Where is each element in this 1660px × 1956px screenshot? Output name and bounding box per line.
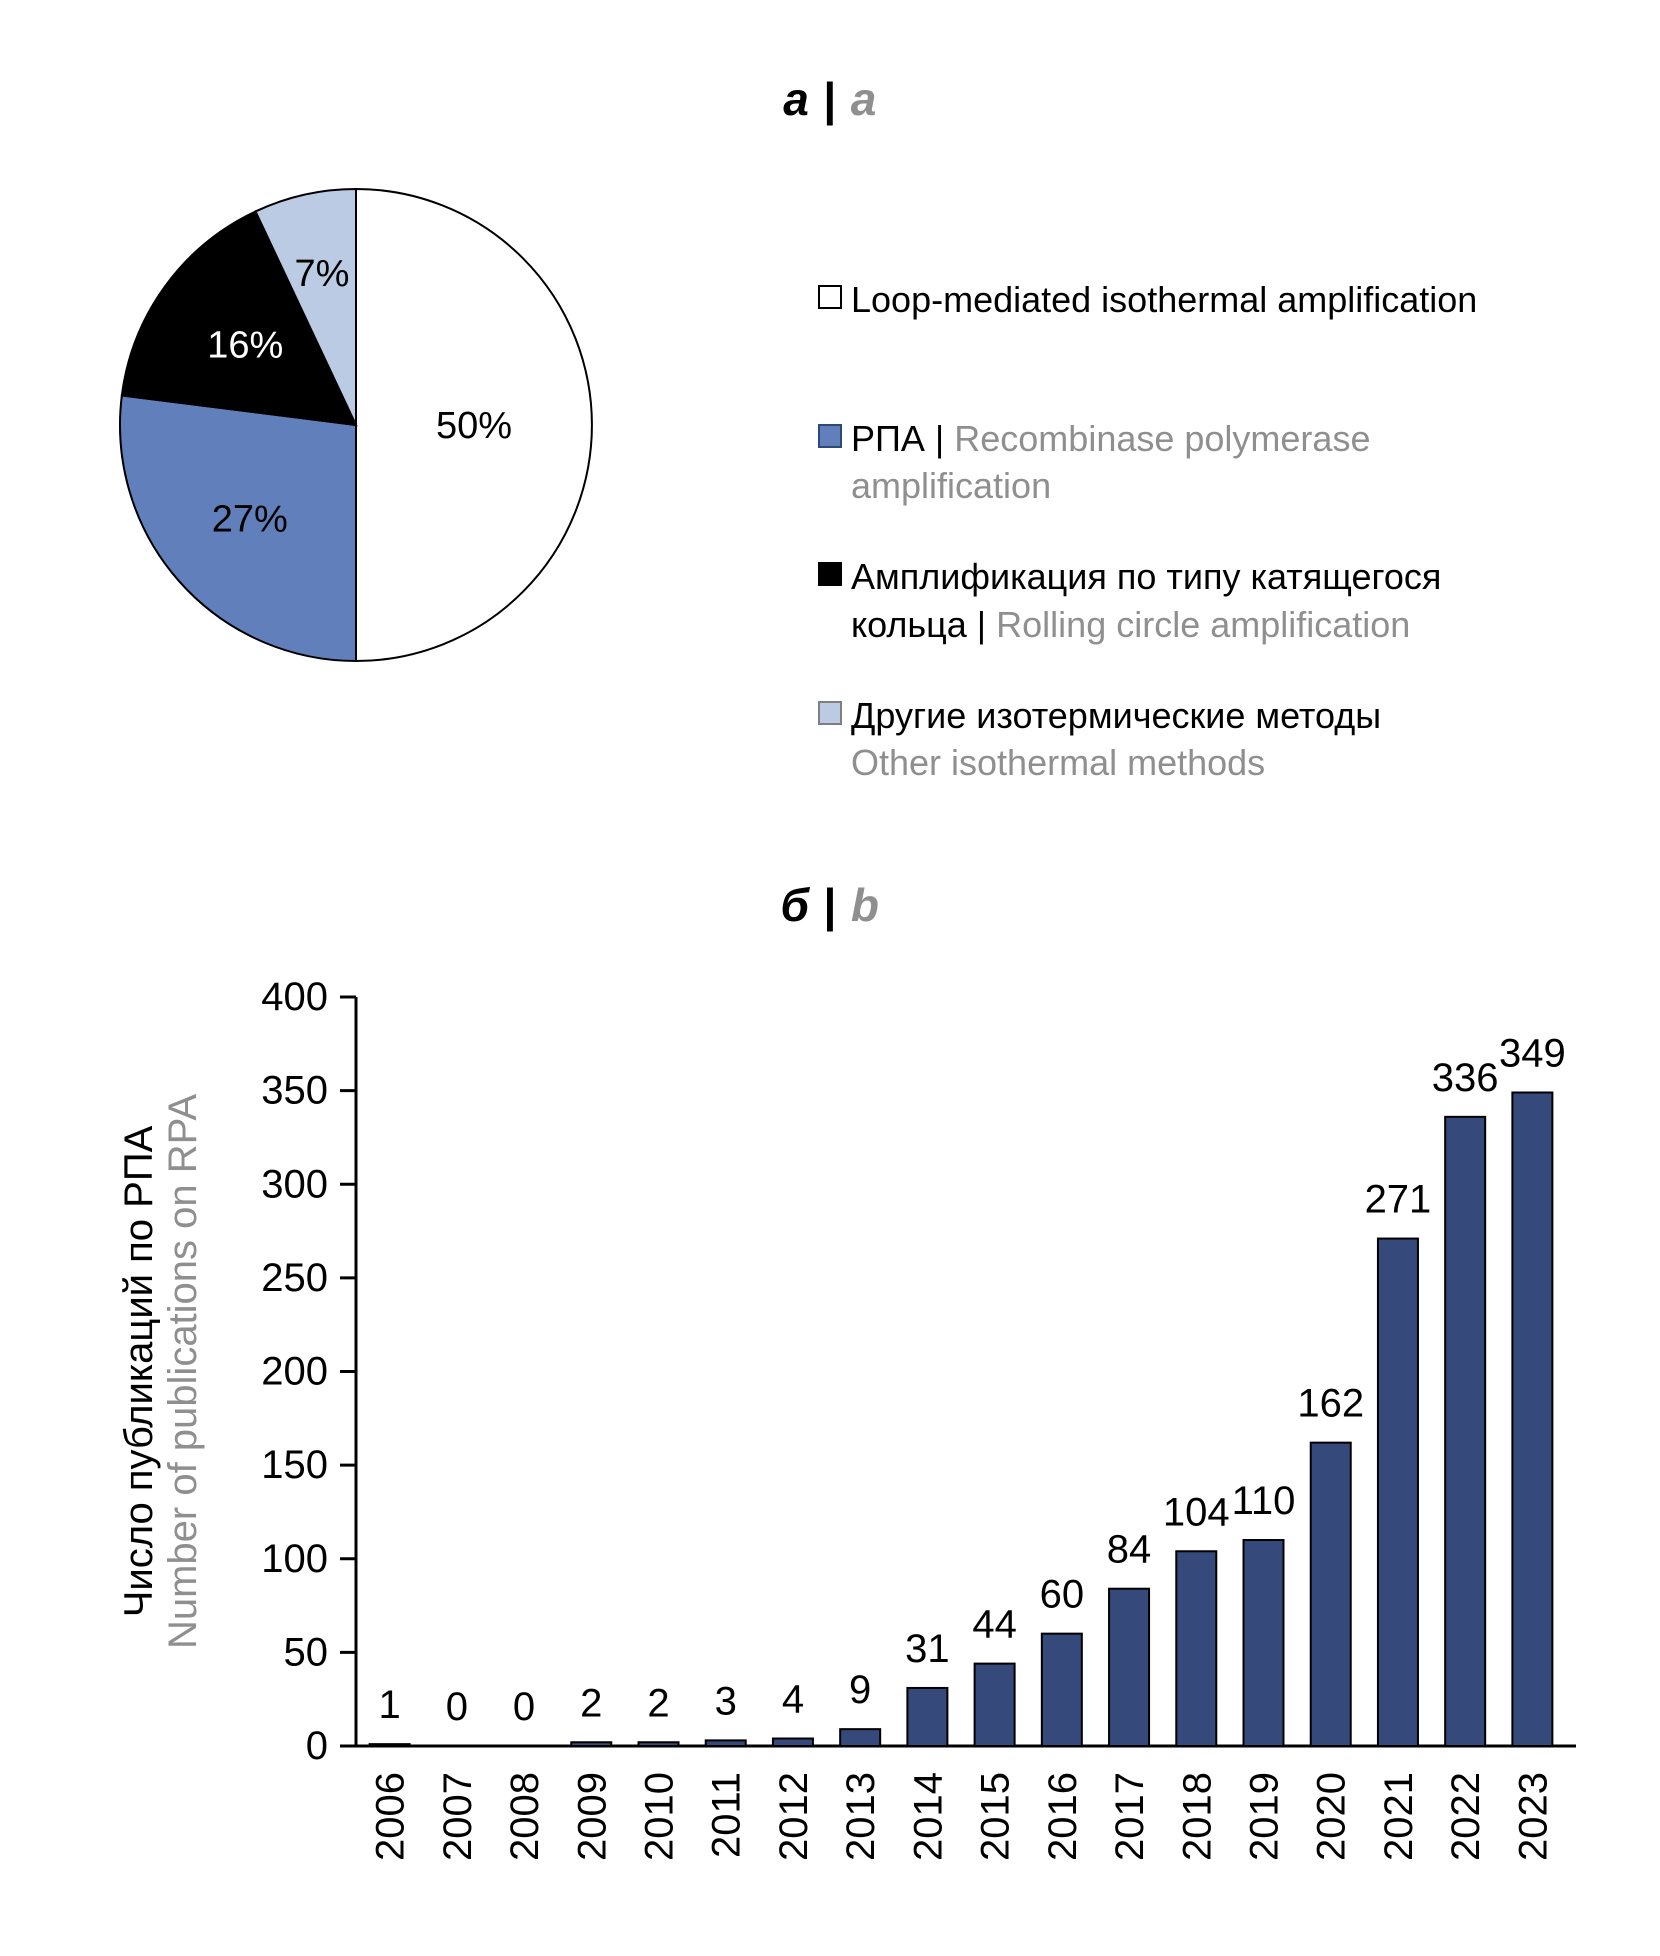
bar-2022 [1445, 1117, 1485, 1746]
legend-item [818, 276, 1608, 323]
y-tick-label: 50 [283, 1630, 328, 1675]
pie-slice-label: 50% [435, 405, 513, 447]
legend-marker-swatch [818, 424, 842, 448]
legend-item [818, 692, 1608, 786]
bar-value-label: 104 [1162, 1490, 1230, 1535]
legend-item-label [851, 692, 1381, 786]
bar-value-label: 2 [580, 1681, 603, 1726]
y-axis-title-ru: Число публикаций по РПА [117, 1125, 161, 1618]
bar-chart [0, 950, 1660, 1956]
pie-slice-label: 16% [207, 324, 284, 367]
bar-2023 [1512, 1092, 1552, 1746]
y-axis-title-en: Number of publications on RPA [161, 1093, 205, 1650]
bar-2017 [1109, 1589, 1149, 1746]
bar-value-label: 4 [781, 1677, 805, 1722]
x-tick-label: 2015 [973, 1772, 1018, 1861]
x-tick-label: 2012 [771, 1772, 816, 1861]
legend-text-ru: Другие изотермические методы [851, 694, 1382, 736]
bar-2018 [1176, 1551, 1216, 1746]
x-tick-label: 2008 [503, 1772, 548, 1861]
legend-text-en: amplification [851, 465, 1052, 507]
bar-value-label: 9 [849, 1668, 872, 1713]
y-tick-label: 0 [305, 1724, 328, 1768]
x-tick-label: 2017 [1108, 1772, 1153, 1861]
legend-marker-swatch [818, 562, 842, 586]
x-tick-label: 2020 [1309, 1772, 1354, 1861]
bar-value-label: 0 [512, 1685, 536, 1729]
x-tick-label: 2021 [1376, 1772, 1421, 1861]
pie-legend [818, 276, 1608, 830]
legend-text-ru: кольца | [851, 603, 997, 645]
bar-2016 [1042, 1634, 1082, 1746]
x-tick-label: 2007 [435, 1772, 480, 1861]
legend-text-ru: Амплификация по типу катящегося [851, 556, 1442, 598]
legend-text-en: Recombinase polymerase [954, 418, 1371, 460]
bar-value-label: 162 [1297, 1381, 1365, 1426]
y-tick-label: 250 [261, 1255, 328, 1300]
panel-a-label-ru: а [783, 73, 810, 125]
legend-item [818, 553, 1608, 647]
bar-2012 [773, 1739, 813, 1746]
bar-value-label: 44 [972, 1602, 1017, 1647]
x-tick-label: 2009 [570, 1772, 615, 1861]
y-tick-label: 200 [261, 1349, 328, 1394]
x-tick-label: 2010 [637, 1772, 682, 1861]
panel-b-title [0, 878, 1660, 932]
panel-a-separator: | [823, 73, 837, 125]
bar-value-label: 271 [1364, 1177, 1432, 1222]
x-tick-label: 2019 [1242, 1772, 1287, 1861]
x-tick-label: 2022 [1444, 1772, 1489, 1861]
legend-item-label [851, 276, 1477, 323]
bar-value-label: 2 [647, 1681, 670, 1726]
bar-2010 [639, 1742, 679, 1746]
pie-chart [98, 167, 618, 687]
x-tick-label: 2006 [368, 1772, 413, 1861]
legend-text-ru: РПА | [851, 418, 955, 460]
pie-slice-label: 27% [211, 498, 288, 541]
legend-text-ru: Loop-mediated isothermal amplification [851, 279, 1478, 320]
x-tick-label: 2016 [1040, 1772, 1085, 1861]
y-tick-label: 300 [261, 1162, 328, 1207]
legend-marker-swatch [818, 701, 842, 725]
bar-value-label: 336 [1431, 1055, 1499, 1100]
legend-text-en: Rolling circle amplification [996, 603, 1411, 645]
y-tick-label: 100 [261, 1536, 328, 1581]
bar-value-label: 0 [445, 1685, 468, 1729]
x-tick-label: 2014 [906, 1772, 951, 1861]
panel-a-label-en: a [850, 73, 877, 125]
y-tick-label: 150 [261, 1443, 328, 1488]
bar-2021 [1378, 1239, 1418, 1746]
pie-slice-label: 7% [294, 253, 350, 295]
bar-2009 [571, 1742, 611, 1746]
legend-marker-swatch [818, 285, 842, 309]
bar-value-label: 1 [378, 1683, 401, 1728]
bar-2019 [1244, 1540, 1284, 1746]
bar-value-label: 84 [1106, 1527, 1152, 1572]
bar-2011 [706, 1740, 746, 1746]
legend-item-label [851, 415, 1370, 509]
x-tick-label: 2013 [839, 1772, 884, 1861]
panel-b-separator: | [823, 879, 837, 931]
legend-text-en: Other isothermal methods [851, 741, 1266, 783]
bar-value-label: 3 [714, 1679, 737, 1724]
panel-a-title [0, 72, 1660, 126]
x-tick-label: 2011 [704, 1772, 749, 1859]
x-tick-label: 2023 [1511, 1772, 1556, 1861]
bar-2014 [907, 1688, 947, 1746]
legend-item [818, 415, 1608, 509]
y-tick-label: 400 [261, 975, 328, 1019]
bar-value-label: 110 [1231, 1479, 1296, 1524]
bar-value-label: 31 [905, 1626, 950, 1671]
bar-2015 [975, 1664, 1015, 1746]
bar-2020 [1311, 1443, 1351, 1746]
bar-2006 [370, 1744, 410, 1746]
bar-value-label: 60 [1039, 1572, 1085, 1617]
panel-b-label-ru: б [780, 879, 810, 931]
bar-value-label: 349 [1499, 1031, 1566, 1076]
x-tick-label: 2018 [1175, 1772, 1220, 1861]
y-tick-label: 350 [261, 1068, 328, 1113]
panel-b-label-en: b [850, 879, 880, 931]
bar-2013 [840, 1729, 880, 1746]
legend-item-label [851, 553, 1441, 647]
